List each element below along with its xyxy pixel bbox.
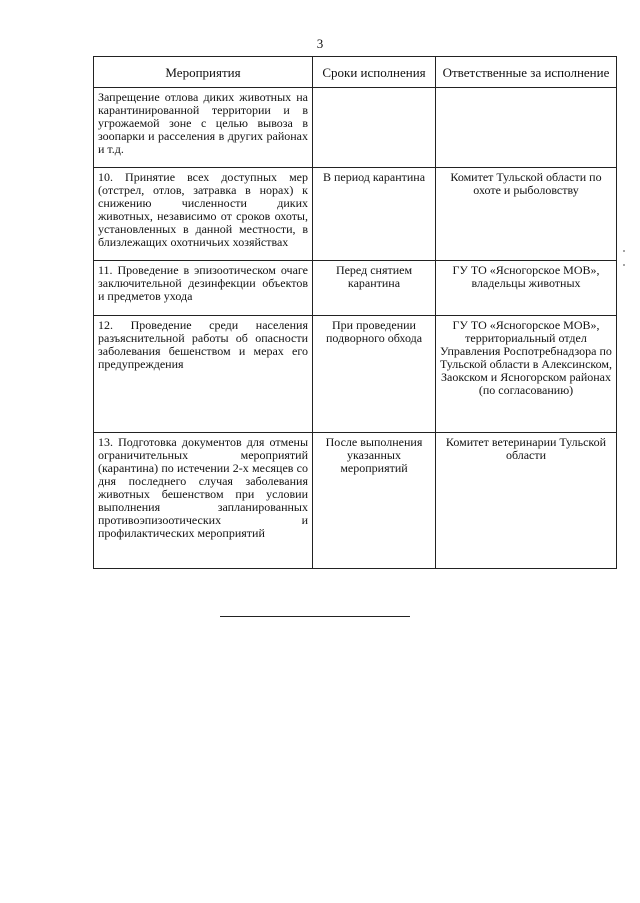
header-responsible: Ответственные за исполнение <box>436 57 617 88</box>
measure-cell: 12. Проведение среди населения разъяснительной работы об опасности заболевания бешенством и мерах его предупреждения <box>94 316 313 433</box>
measure-cell: 13. Подготовка документов для отмены ограничительных мероприятий (карантина) по истечении 2-х месяцев со дня последнего случая заболевания животных бешенством при условии выполнения запланированных противоэпизоотических и профилактических мероприятий <box>94 433 313 569</box>
responsible-cell: ГУ ТО «Ясногорское МОВ», территориальный отдел Управления Роспотребнадзора по Тульской области в Алексинском, Заокском и Ясногорском районах (по согласованию) <box>436 316 617 433</box>
measure-cell: 11. Проведение в эпизоотическом очаге заключительной дезинфекции объектов и предметов ухода <box>94 261 313 316</box>
deadline-cell: В период карантина <box>313 168 436 261</box>
deadline-cell <box>313 88 436 168</box>
deadline-cell: При проведении подворного обхода <box>313 316 436 433</box>
table-row <box>94 168 617 261</box>
responsible-cell: ГУ ТО «Ясногорское МОВ», владельцы животных <box>436 261 617 316</box>
responsible-cell <box>436 88 617 168</box>
measures-table <box>93 56 617 569</box>
responsible-cell: Комитет Тульской области по охоте и рыболовству <box>436 168 617 261</box>
deadline-cell: После выполнения указанных мероприятий <box>313 433 436 569</box>
header-measures: Мероприятия <box>94 57 313 88</box>
table-row <box>94 88 617 168</box>
measure-cell: 10. Принятие всех доступных мер (отстрел, отлов, затравка в норах) к снижению численности диких животных, независимо от сроков охоты, установленных в данной местности, в близлежащих охотничьих хозяйствах <box>94 168 313 261</box>
table-row <box>94 433 617 569</box>
measure-cell: Запрещение отлова диких животных на карантинированной территории и в угрожаемой зоне с целью вывоза в зоопарки и расселения в других районах и т.д. <box>94 88 313 168</box>
table-header-row <box>94 57 617 88</box>
responsible-cell: Комитет ветеринарии Тульской области <box>436 433 617 569</box>
closing-rule-line <box>220 616 410 617</box>
scan-speck <box>623 250 625 252</box>
header-deadline: Сроки исполнения <box>313 57 436 88</box>
scan-speck <box>623 264 625 266</box>
table-row <box>94 261 617 316</box>
page-number: 3 <box>316 36 324 51</box>
table-row <box>94 316 617 433</box>
deadline-cell: Перед снятием карантина <box>313 261 436 316</box>
